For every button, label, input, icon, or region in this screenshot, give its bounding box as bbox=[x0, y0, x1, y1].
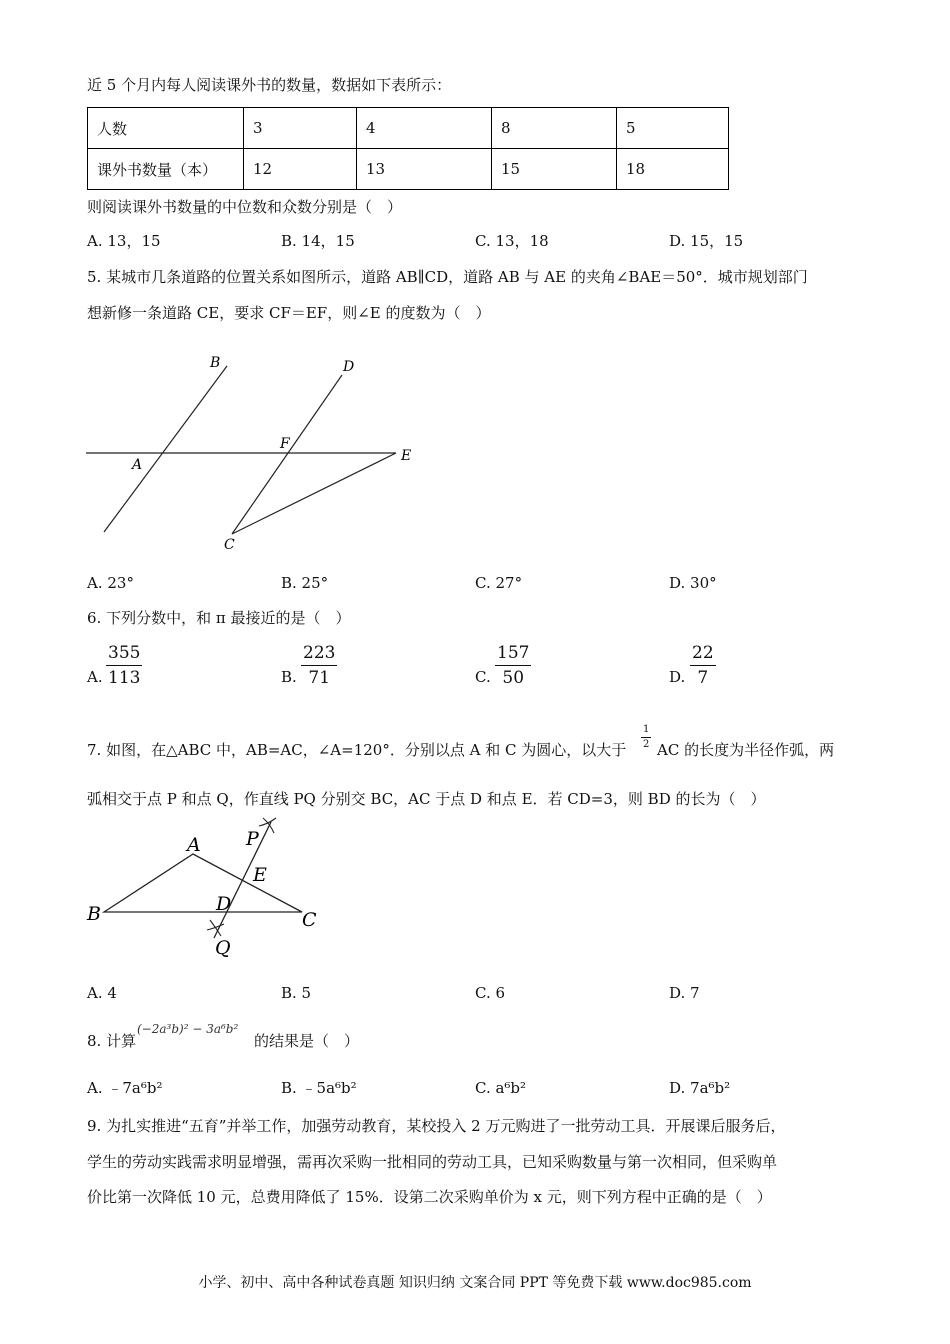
label-d: D bbox=[216, 893, 232, 915]
q7-option-d: D. 7 bbox=[669, 984, 700, 1002]
table-cell: 3 bbox=[244, 108, 357, 149]
q6-option-c-letter: C. bbox=[475, 668, 491, 686]
label-q: Q bbox=[215, 937, 231, 959]
q8-option-d: D. 7a⁶b² bbox=[669, 1079, 731, 1097]
q6-option-a-letter: A. bbox=[87, 668, 103, 686]
fraction-numerator: 22 bbox=[690, 645, 716, 666]
q7-option-b: B. 5 bbox=[281, 984, 312, 1002]
table-cell: 15 bbox=[492, 149, 617, 190]
q4-option-a: A. 13，15 bbox=[87, 232, 161, 250]
q9-stem-line3: 价比第一次降低 10 元，总费用降低了 15%．设第二次采购单价为 x 元，则下列方程中正确的是（ ） bbox=[87, 1188, 772, 1206]
q5-option-a: A. 23° bbox=[87, 574, 134, 592]
label-c: C bbox=[224, 537, 235, 553]
q7-stem-line2: 弧相交于点 P 和点 Q，作直线 PQ 分别交 BC，AC 于点 D 和点 E．若 CD=3，则 BD 的长为（ ） bbox=[87, 790, 766, 808]
q8-option-c: C. a⁶b² bbox=[475, 1079, 527, 1097]
label-p: P bbox=[246, 828, 259, 850]
q8-suffix: 的结果是（ ） bbox=[254, 1032, 360, 1050]
q5-option-d: D. 30° bbox=[669, 574, 717, 592]
q7-stem-line1b: AC 的长度为半径作弧，两 bbox=[657, 741, 835, 759]
fraction-numerator: 157 bbox=[495, 645, 531, 666]
label-f: F bbox=[280, 436, 290, 452]
q4-option-c: C. 13，18 bbox=[475, 232, 549, 250]
q9-stem-line1: 9. 为扎实推进“五育”并举工作，加强劳动教育，某校投入 2 万元购进了一批劳动工具．开展课后服务后， bbox=[87, 1117, 786, 1135]
intro-text: 近 5 个月内每人阅读课外书的数量，数据如下表所示： bbox=[87, 76, 452, 94]
q9-stem-line2: 学生的劳动实践需求明显增强，需再次采购一批相同的劳动工具，已知采购数量与第一次相同，但采购单 bbox=[87, 1153, 778, 1171]
label-e: E bbox=[253, 864, 267, 886]
fraction-numerator: 223 bbox=[301, 645, 337, 666]
table-cell: 人数 bbox=[88, 108, 244, 149]
q8-option-b: B. ﹣5a⁶b² bbox=[281, 1079, 357, 1097]
q4-option-d: D. 15，15 bbox=[669, 232, 744, 250]
q5-option-c: C. 27° bbox=[475, 574, 523, 592]
page-footer: 小学、初中、高中各种试卷真题 知识归纳 文案合同 PPT 等免费下载 www.doc985.com bbox=[198, 1275, 752, 1291]
q8-expression: (−2a³b)² − 3a⁶b² bbox=[137, 1022, 239, 1036]
q6-option-b-letter: B. bbox=[281, 668, 297, 686]
fraction-denominator: 50 bbox=[502, 668, 525, 688]
table-cell: 课外书数量（本） bbox=[88, 149, 244, 190]
label-b: B bbox=[87, 903, 101, 925]
q8-option-a: A. ﹣7a⁶b² bbox=[87, 1079, 163, 1097]
q8-prefix: 8. 计算 bbox=[87, 1032, 137, 1050]
label-a: A bbox=[187, 834, 201, 856]
label-e: E bbox=[401, 448, 412, 464]
q7-option-a: A. 4 bbox=[87, 984, 117, 1002]
q4-option-b: B. 14，15 bbox=[281, 232, 355, 250]
table-cell: 5 bbox=[617, 108, 729, 149]
q7-stem-line1a: 7. 如图，在△ABC 中，AB=AC，∠A=120°．分别以点 A 和 C 为圆心，以大于 bbox=[87, 741, 627, 759]
label-a: A bbox=[132, 457, 143, 473]
q6-stem: 6. 下列分数中，和 π 最接近的是（ ） bbox=[87, 609, 351, 627]
q5-option-b: B. 25° bbox=[281, 574, 329, 592]
q4-stem: 则阅读课外书数量的中位数和众数分别是（ ） bbox=[87, 198, 403, 216]
q6-option-d-letter: D. bbox=[669, 668, 686, 686]
table-cell: 8 bbox=[492, 108, 617, 149]
label-b: B bbox=[210, 355, 221, 371]
table-cell: 13 bbox=[357, 149, 492, 190]
label-d: D bbox=[343, 359, 355, 375]
fraction-numerator: 355 bbox=[106, 645, 142, 666]
fraction-numerator: 1 bbox=[641, 725, 651, 738]
label-c: C bbox=[302, 909, 317, 931]
fraction-denominator: 2 bbox=[643, 739, 650, 750]
fraction-denominator: 113 bbox=[108, 668, 141, 688]
q5-stem-line1: 5. 某城市几条道路的位置关系如图所示，道路 AB∥CD，道路 AB 与 AE 的夹角∠BAE＝50°．城市规划部门 bbox=[87, 268, 808, 286]
table-cell: 4 bbox=[357, 108, 492, 149]
q5-stem-line2: 想新修一条道路 CE，要求 CF＝EF，则∠E 的度数为（ ） bbox=[87, 304, 491, 322]
table-cell: 18 bbox=[617, 149, 729, 190]
fraction-denominator: 71 bbox=[308, 668, 331, 688]
q7-option-c: C. 6 bbox=[475, 984, 506, 1002]
fraction-denominator: 7 bbox=[697, 668, 709, 688]
table-cell: 12 bbox=[244, 149, 357, 190]
